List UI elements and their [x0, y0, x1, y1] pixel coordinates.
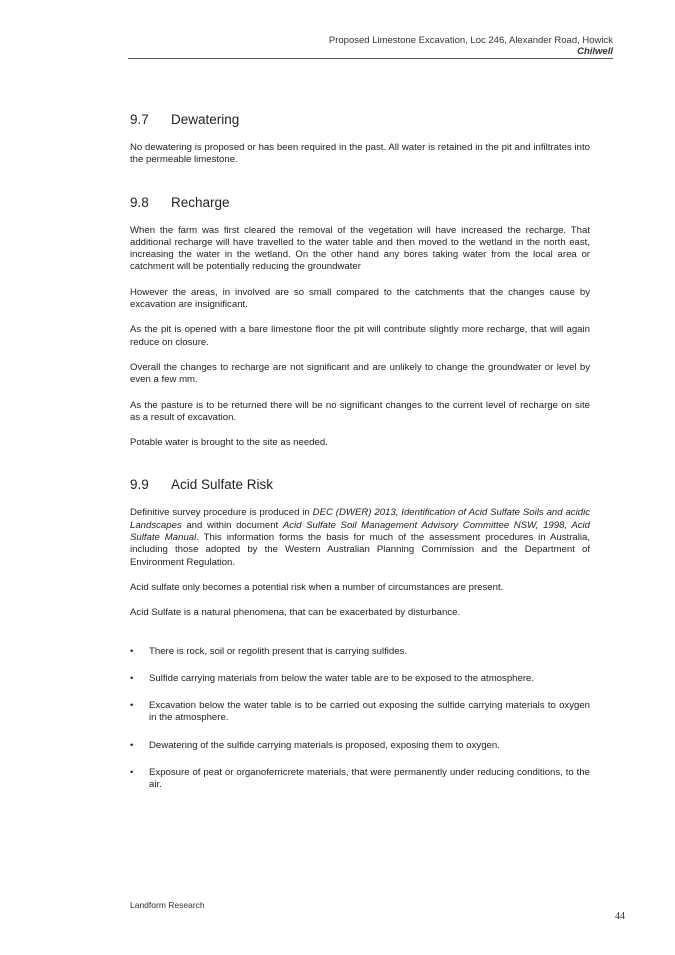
paragraph: Overall the changes to recharge are not significant and are unlikely to change the groundwater or level by even a few mm.	[130, 361, 590, 386]
section-title: Acid Sulfate Risk	[171, 477, 274, 493]
text-run: . This information forms the basis for much of the assessment procedures in Australia, including those adopted by the Western Australian Planning Commission and the Department of Environment Regulation.	[130, 532, 590, 568]
section-heading-recharge	[130, 195, 590, 211]
section-title: Recharge	[171, 194, 230, 210]
list-item	[130, 767, 590, 792]
list-item-text: There is rock, soil or regolith present that is carrying sulfides.	[149, 645, 408, 657]
citation: Acid Sulfate Soil Management Advisory Committee NSW, 1998, Acid Sulfate Manual	[130, 519, 590, 544]
bullet-list	[130, 646, 590, 792]
paragraph: However the areas, in involved are so small compared to the catchments that the changes cause by excavation are insignificant.	[130, 286, 590, 311]
section-heading-acid-sulfate-risk	[130, 477, 590, 493]
bullet-icon: •	[130, 645, 134, 657]
section-heading-dewatering	[130, 112, 590, 128]
list-item-text: Dewatering of the sulfide carrying materials is proposed, exposing them to oxygen.	[149, 739, 500, 751]
bullet-icon: •	[130, 700, 134, 712]
paragraph: When the farm was first cleared the removal of the vegetation will have increased the recharge. That additional recharge will have travelled to the water table and then moved to the wetland in the north east, increasing the water in the wetland. On the other hand any bores taking water from the local area or catchment will be potentially reducing the groundwater	[130, 224, 590, 273]
header-company: Chilwell	[577, 46, 613, 57]
page-number: 44	[615, 911, 625, 922]
header-title: Proposed Limestone Excavation, Loc 246, Alexander Road, Howick	[328, 35, 613, 46]
paragraph: Potable water is brought to the site as needed.	[130, 437, 328, 449]
list-item-text: Exposure of peat or organoferricrete materials, that were permanently under reducing conditions, to the air.	[149, 767, 590, 791]
paragraph: Acid Sulfate is a natural phenomena, that can be exacerbated by disturbance.	[130, 607, 461, 619]
footer-company: Landform Research	[130, 900, 205, 910]
list-item	[130, 646, 590, 658]
paragraph: As the pasture is to be returned there will be no significant changes to the current level of recharge on site as a result of excavation.	[130, 399, 590, 423]
section-title: Dewatering	[171, 112, 240, 127]
paragraph: No dewatering is proposed or has been required in the past. All water is retained in the pit and infiltrates into the permeable limestone.	[130, 142, 590, 166]
list-item	[130, 673, 590, 685]
list-item-text: Excavation below the water table is to be carried out exposing the sulfide carrying materials to oxygen in the atmosphere.	[149, 700, 590, 724]
document-body	[130, 112, 590, 792]
section-number: 9.7	[130, 112, 149, 127]
text-run: Definitive survey procedure is produced in	[130, 507, 313, 519]
paragraph	[130, 507, 590, 568]
list-item	[130, 700, 590, 725]
bullet-icon: •	[130, 767, 134, 779]
bullet-icon: •	[130, 739, 134, 751]
paragraph: Acid sulfate only becomes a potential risk when a number of circumstances are present.	[130, 581, 504, 593]
paragraph: As the pit is opened with a bare limestone floor the pit will contribute slightly more recharge, that will again reduce on closure.	[130, 324, 590, 348]
header-divider	[128, 58, 613, 59]
section-number: 9.9	[130, 477, 149, 493]
citation: DEC (DWER) 2013, Identification of Acid Sulfate Soils and acidic Landscapes	[130, 507, 590, 531]
bullet-icon: •	[130, 672, 134, 684]
page-header	[329, 35, 613, 57]
list-item	[130, 740, 590, 752]
list-item-text: Sulfide carrying materials from below the water table are to be exposed to the atmosphere.	[149, 672, 535, 684]
section-number: 9.8	[130, 194, 149, 210]
text-run: and within document	[181, 519, 283, 531]
